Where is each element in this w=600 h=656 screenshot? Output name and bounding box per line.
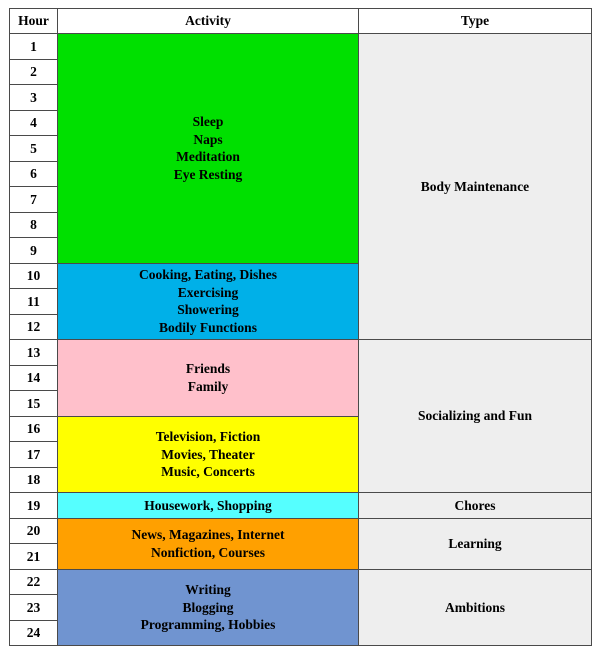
hour-cell: 1: [10, 34, 58, 60]
hour-row: [10, 518, 592, 544]
hour-cell: 23: [10, 595, 58, 621]
type-cell-body-maintenance: Body Maintenance: [359, 34, 592, 340]
activity-line: News, Magazines, Internet: [131, 527, 285, 542]
activity-line: Sleep: [192, 114, 224, 130]
hour-cell: 15: [10, 391, 58, 417]
activity-line: Family: [187, 378, 229, 394]
type-header: Type: [359, 9, 592, 34]
activity-cell-friends: [58, 340, 359, 417]
hour-row: [10, 340, 592, 366]
activity-line: Showering: [177, 302, 239, 318]
hour-cell: 14: [10, 365, 58, 391]
activity-cell-sleep: [58, 34, 359, 264]
activity-line: Housework, Shopping: [144, 497, 272, 513]
hour-cell: 4: [10, 110, 58, 136]
hour-cell: 24: [10, 620, 58, 646]
hour-cell: 16: [10, 416, 58, 442]
activity-line: Programming, Hobbies: [140, 617, 276, 632]
activity-line: Music, Concerts: [161, 464, 255, 479]
hour-cell: 10: [10, 263, 58, 289]
hour-cell: 13: [10, 340, 58, 366]
hour-cell: 12: [10, 314, 58, 340]
hour-cell: 18: [10, 467, 58, 493]
activity-cell-news: [58, 518, 359, 569]
hour-cell: 11: [10, 289, 58, 315]
type-cell-learning: Learning: [359, 518, 592, 569]
hour-cell: 22: [10, 569, 58, 595]
hour-cell: 5: [10, 136, 58, 162]
hour-cell: 6: [10, 161, 58, 187]
type-cell-socializing: Socializing and Fun: [359, 340, 592, 493]
hour-cell: 8: [10, 212, 58, 238]
activity-line: Cooking, Eating, Dishes: [138, 267, 278, 283]
activity-line: Blogging: [182, 599, 234, 615]
activity-line: Meditation: [176, 149, 240, 165]
hour-cell: 2: [10, 59, 58, 85]
hour-cell: 20: [10, 518, 58, 544]
type-cell-ambitions: Ambitions: [359, 569, 592, 646]
hour-row: [10, 34, 592, 60]
activity-cell-entertainment: [58, 416, 359, 493]
activity-cell-writing: [58, 569, 359, 646]
activity-line: Nonfiction, Courses: [151, 544, 265, 560]
activity-line: Exercising: [177, 284, 239, 300]
activity-line: Television, Fiction: [155, 429, 261, 444]
activity-header: Activity: [58, 9, 359, 34]
hour-cell: 9: [10, 238, 58, 264]
hour-row: [10, 569, 592, 595]
type-cell-chores: Chores: [359, 493, 592, 519]
hour-row: [10, 493, 592, 519]
activity-line: Naps: [193, 131, 223, 147]
activity-cell-body: [58, 263, 359, 340]
hour-cell: 7: [10, 187, 58, 213]
hour-header: Hour: [10, 9, 58, 34]
activity-cell-housework: [58, 493, 359, 519]
activity-line: Writing: [185, 582, 231, 597]
activity-line: Friends: [185, 361, 231, 377]
activity-schedule-table: [9, 8, 592, 646]
header-row: [10, 9, 592, 34]
hour-cell: 19: [10, 493, 58, 519]
hour-cell: 21: [10, 544, 58, 570]
activity-line: Bodily Functions: [159, 319, 257, 335]
activity-line: Movies, Theater: [161, 446, 255, 462]
hour-cell: 3: [10, 85, 58, 111]
activity-line: Eye Resting: [173, 166, 243, 182]
hour-cell: 17: [10, 442, 58, 468]
